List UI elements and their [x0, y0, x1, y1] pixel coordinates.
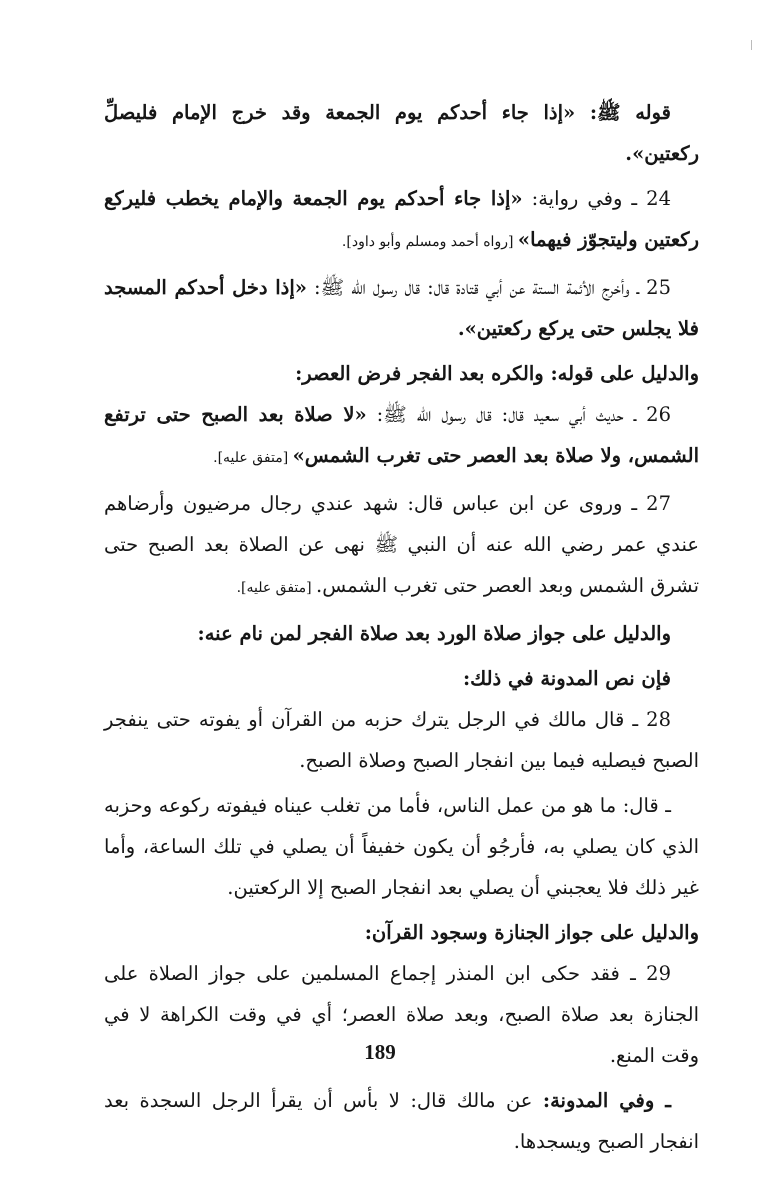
page-edge-mark [751, 40, 752, 50]
section-heading-3: والدليل على جواز الجنازة وسجود القرآن: [364, 921, 699, 944]
paragraph-malik-saying [104, 785, 699, 908]
page-body [104, 92, 699, 1162]
source-citation: [رواه أحمد ومسلم وأبو داود]. [341, 234, 518, 250]
paragraph-mudawwana [104, 1080, 699, 1162]
paragraph-27 [104, 483, 699, 609]
section-subheading: فإن نص المدونة في ذلك: [462, 667, 671, 690]
paragraph-26 [104, 394, 699, 479]
hadith-quote: «إذا جاء أحدكم يوم الجمعة والإمام يخطب فليركع ركعتين وليتجوّز فيهما» [104, 187, 699, 251]
section-heading-2: والدليل على جواز صلاة الورد بعد صلاة الفجر لمن نام عنه: [197, 622, 671, 645]
hadith-quote: «لا صلاة بعد الصبح حتى ترتفع الشمس، ولا صلاة بعد العصر حتى تغرب الشمس» [104, 403, 699, 467]
source-citation: [متفق عليه]. [236, 580, 317, 596]
hadith-quote: «إذا دخل أحدكم المسجد فلا يجلس حتى يركع ركعتين». [104, 276, 699, 340]
paragraph-text: 24 ـ وفي رواية: [522, 187, 671, 210]
paragraph-25 [104, 267, 699, 349]
paragraph-1 [104, 92, 699, 174]
paragraph-28 [104, 699, 699, 781]
paragraph-text: 28 ـ قال مالك في الرجل يترك حزبه من القرآن أو يفوته حتى ينفجر الصبح فيصليه فيما بين انفجار الصبح وصلاة الصبح. [104, 708, 699, 772]
source-citation: [متفق عليه]. [213, 450, 293, 466]
paragraph-text: عن مالك قال: لا بأس أن يقرأ الرجل السجدة بعد انفجار الصبح ويسجدها. [104, 1089, 699, 1153]
page-number: 189 [364, 1040, 396, 1064]
paragraph-24 [104, 178, 699, 263]
paragraph-text: ـ قال: ما هو من عمل الناس، فأما من تغلب عيناه فيفوته ركوعه وحزبه الذي كان يصلي به، فأرجُو أن يكون خفيفاً أن يصلي في تلك الساعة، وأما غير ذلك فلا يعجبني أن يصلي بعد انفجار الصبح إلا الركعتين. [104, 794, 699, 899]
hadith-quote: قوله ﷺ: «إذا جاء أحدكم يوم الجمعة وقد خرج الإمام فليصلِّ ركعتين». [104, 101, 699, 165]
source-label: ـ وفي المدونة: [542, 1089, 671, 1112]
section-heading-1: والدليل على قوله: والكره بعد الفجر فرض العصر: [295, 362, 699, 385]
paragraph-text: 26 ـ حديث أبي سعيد قال: قال رسول الله ﷺ: [366, 403, 671, 426]
paragraph-text: 29 ـ فقد حكى ابن المنذر إجماع المسلمين على جواز الصلاة على الجنازة بعد صلاة الصبح، وبعد صلاة العصر؛ أي في وقت الكراهة لا في وقت المنع. [104, 962, 699, 1067]
paragraph-text: 27 ـ وروى عن ابن عباس قال: شهد عندي رجال مرضيون وأرضاهم عندي عمر رضي الله عنه أن النبي ﷺ نهى عن الصلاة بعد الصبح حتى تشرق الشمس وبعد العصر حتى تغرب الشمس. [104, 492, 699, 597]
paragraph-text: 25 ـ وأخرج الأئمة الستة عن أبي قتادة قال: قال رسول الله ﷺ: [306, 276, 671, 299]
